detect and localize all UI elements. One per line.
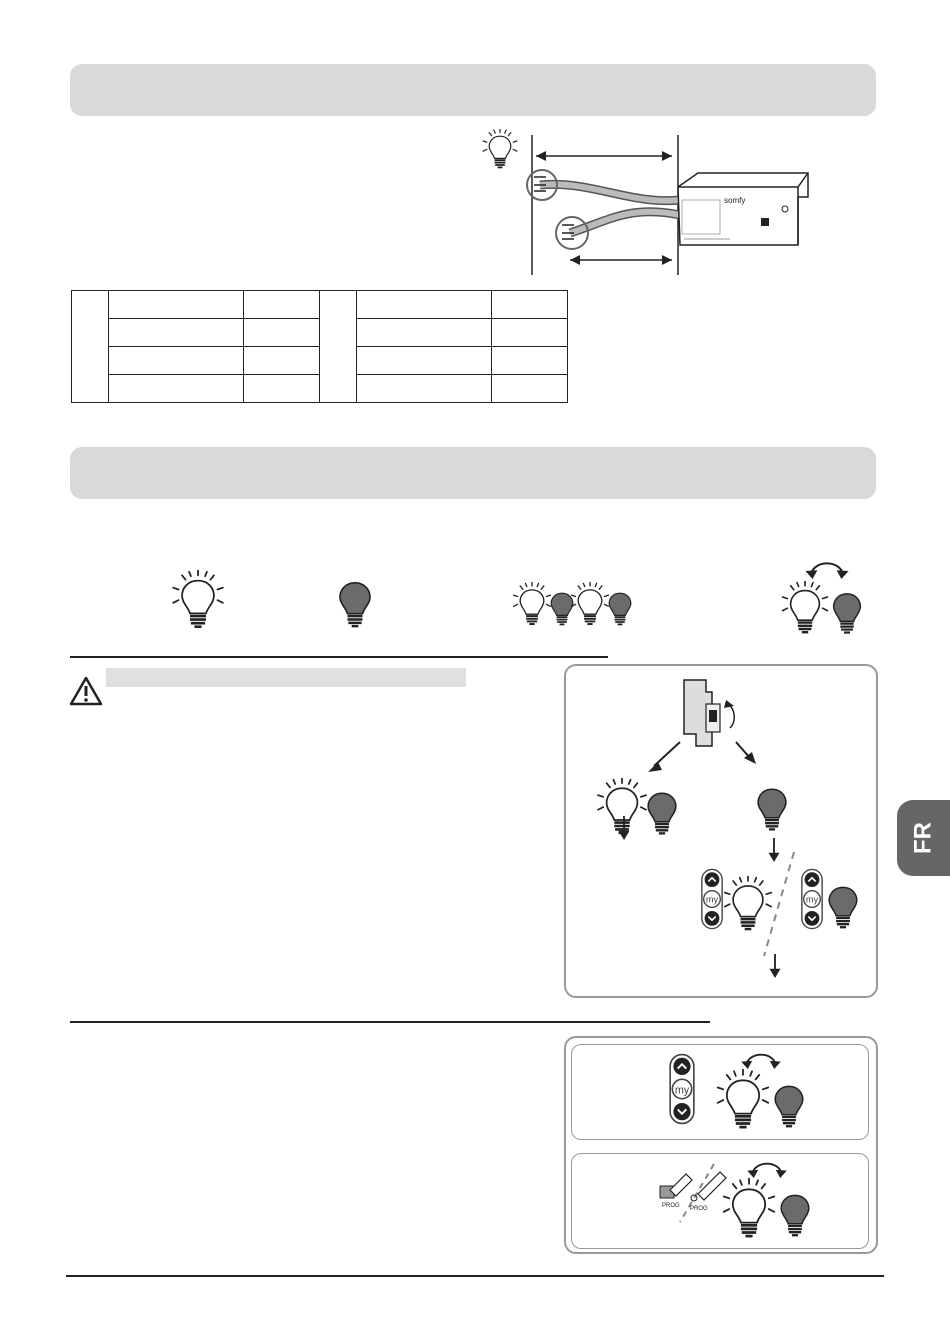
language-tab[interactable] bbox=[897, 800, 950, 876]
prog-pairing-subpanel bbox=[571, 1153, 869, 1249]
language-tab-label: FR bbox=[909, 822, 937, 854]
remote-pairing-subpanel bbox=[571, 1044, 869, 1140]
light-blinking-icon bbox=[512, 582, 638, 632]
pairing-panel bbox=[564, 1036, 878, 1254]
warning-highlight-bar bbox=[106, 668, 466, 687]
prog-button-icon bbox=[660, 1174, 692, 1209]
light-off-icon bbox=[330, 572, 380, 632]
section-header-banner-2 bbox=[70, 447, 876, 499]
footer-rule bbox=[66, 1275, 884, 1277]
pen-press-icon bbox=[690, 1172, 726, 1212]
section-divider-1 bbox=[70, 656, 608, 658]
circuit-breaker-icon bbox=[684, 680, 734, 746]
warning-icon bbox=[69, 676, 103, 706]
prog-label-1: PROG bbox=[662, 1203, 680, 1209]
section-header-banner-1 bbox=[70, 64, 876, 116]
section-divider-2 bbox=[70, 1021, 710, 1023]
light-toggle-icon bbox=[780, 555, 870, 639]
device-brand-label: somfy bbox=[724, 196, 746, 205]
light-on-icon bbox=[170, 570, 226, 632]
receiver-wiring-diagram bbox=[480, 125, 820, 285]
specification-table bbox=[71, 290, 568, 403]
power-on-flow-panel bbox=[564, 664, 878, 998]
bulb-on-icon bbox=[483, 129, 517, 167]
prog-label-2: PROG bbox=[690, 1206, 708, 1212]
